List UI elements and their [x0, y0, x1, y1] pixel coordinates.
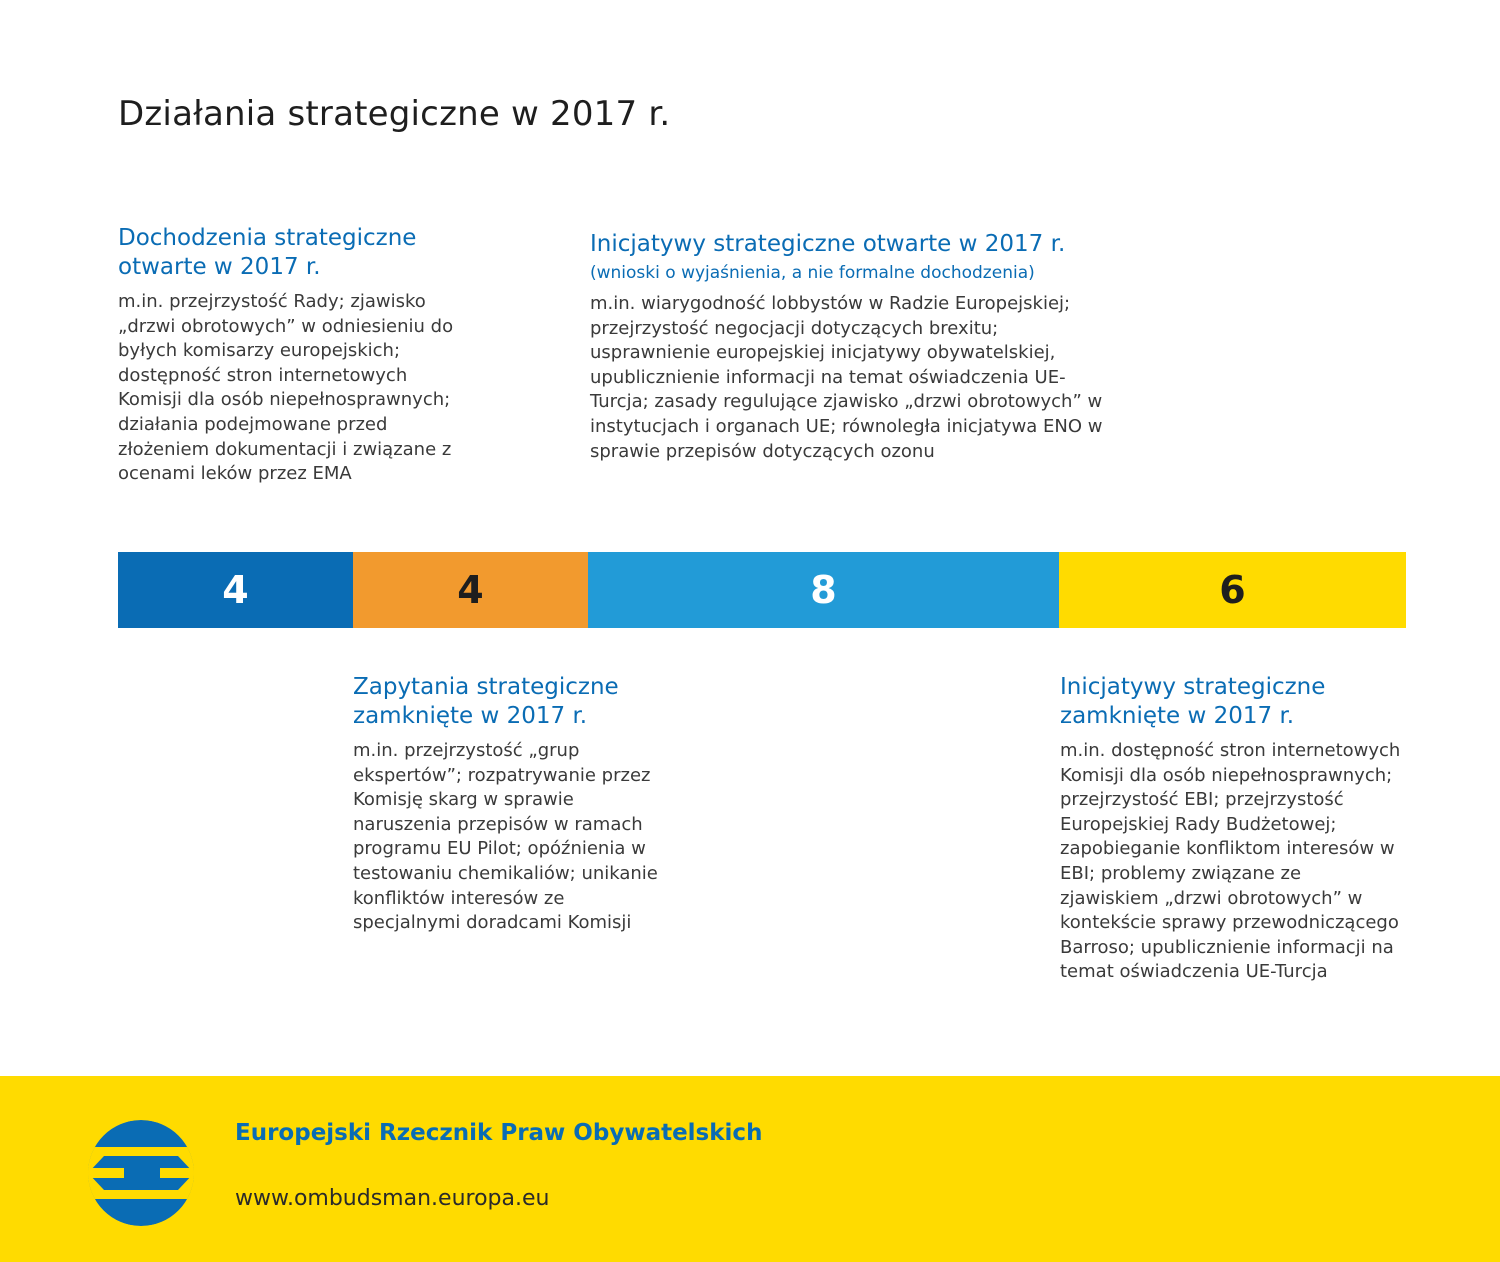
website-link[interactable]: www.ombudsman.europa.eu	[235, 1186, 550, 1211]
bar-segment	[1059, 552, 1406, 628]
block-strategic-initiatives-opened	[590, 230, 1110, 464]
block-strategic-initiatives-closed	[1060, 673, 1405, 985]
bar-segment	[588, 552, 1059, 628]
block-body: m.in. przejrzystość Rady; zjawisko „drzwi obrotowych” w odniesieniu do byłych komisarzy europejskich; dostępność stron internetowych Komisji dla osób niepełnosprawnych; działania podejmowane przed złożeniem dokumentacji i związane z ocenami leków przez EMA	[118, 291, 454, 485]
block-body: m.in. wiarygodność lobbystów w Radzie Europejskiej; przejrzystość negocjacji dotyczących brexitu; usprawnienie europejskiej inicjatywy obywatelskiej, upublicznienie informacji na temat oświadczenia UE-Turcja; zasady regulujące zjawisko „drzwi obrotowych” w instytucjach i organach UE; równoległa inicjatywa ENO w sprawie przepisów dotyczących ozonu	[590, 293, 1103, 462]
block-strategic-inquiries-opened	[118, 224, 458, 487]
bar-value-label: 8	[810, 568, 837, 612]
footer	[0, 1076, 1500, 1262]
bar-value-label: 4	[457, 568, 484, 612]
bar-value-label: 6	[1219, 568, 1246, 612]
block-heading: Zapytania strategiczne zamknięte w 2017 r.	[353, 674, 619, 729]
page-title: Działania strategiczne w 2017 r.	[118, 94, 671, 134]
block-body: m.in. przejrzystość „grup ekspertów”; rozpatrywanie przez Komisję skarg w sprawie naruszenia przepisów w ramach programu EU Pilot; opóźnienia w testowaniu chemikaliów; unikanie konfliktów interesów ze specjalnymi doradcami Komisji	[353, 740, 658, 934]
bar-segment	[118, 552, 353, 628]
eo-logo-icon	[88, 1120, 194, 1226]
block-heading: Dochodzenia strategiczne otwarte w 2017 r.	[118, 225, 417, 280]
block-heading: Inicjatywy strategiczne zamknięte w 2017 r.	[1060, 674, 1326, 729]
organization-name: Europejski Rzecznik Praw Obywatelskich	[235, 1120, 763, 1146]
block-strategic-queries-closed	[353, 673, 673, 936]
block-body: m.in. dostępność stron internetowych Komisji dla osób niepełnosprawnych; przejrzystość EBI; przejrzystość Europejskiej Rady Budżetowej; zapobieganie konfliktom interesów w EBI; problemy związane ze zjawiskiem „drzwi obrotowych” w kontekście sprawy przewodniczącego Barroso; upublicznienie informacji na temat oświadczenia UE-Turcja	[1060, 740, 1401, 983]
block-heading: Inicjatywy strategiczne otwarte w 2017 r.	[590, 231, 1066, 257]
stacked-bar-chart	[118, 552, 1406, 628]
bar-segment	[353, 552, 588, 628]
bar-value-label: 4	[222, 568, 249, 612]
block-subheading: (wnioski o wyjaśnienia, a nie formalne dochodzenia)	[590, 263, 1035, 283]
